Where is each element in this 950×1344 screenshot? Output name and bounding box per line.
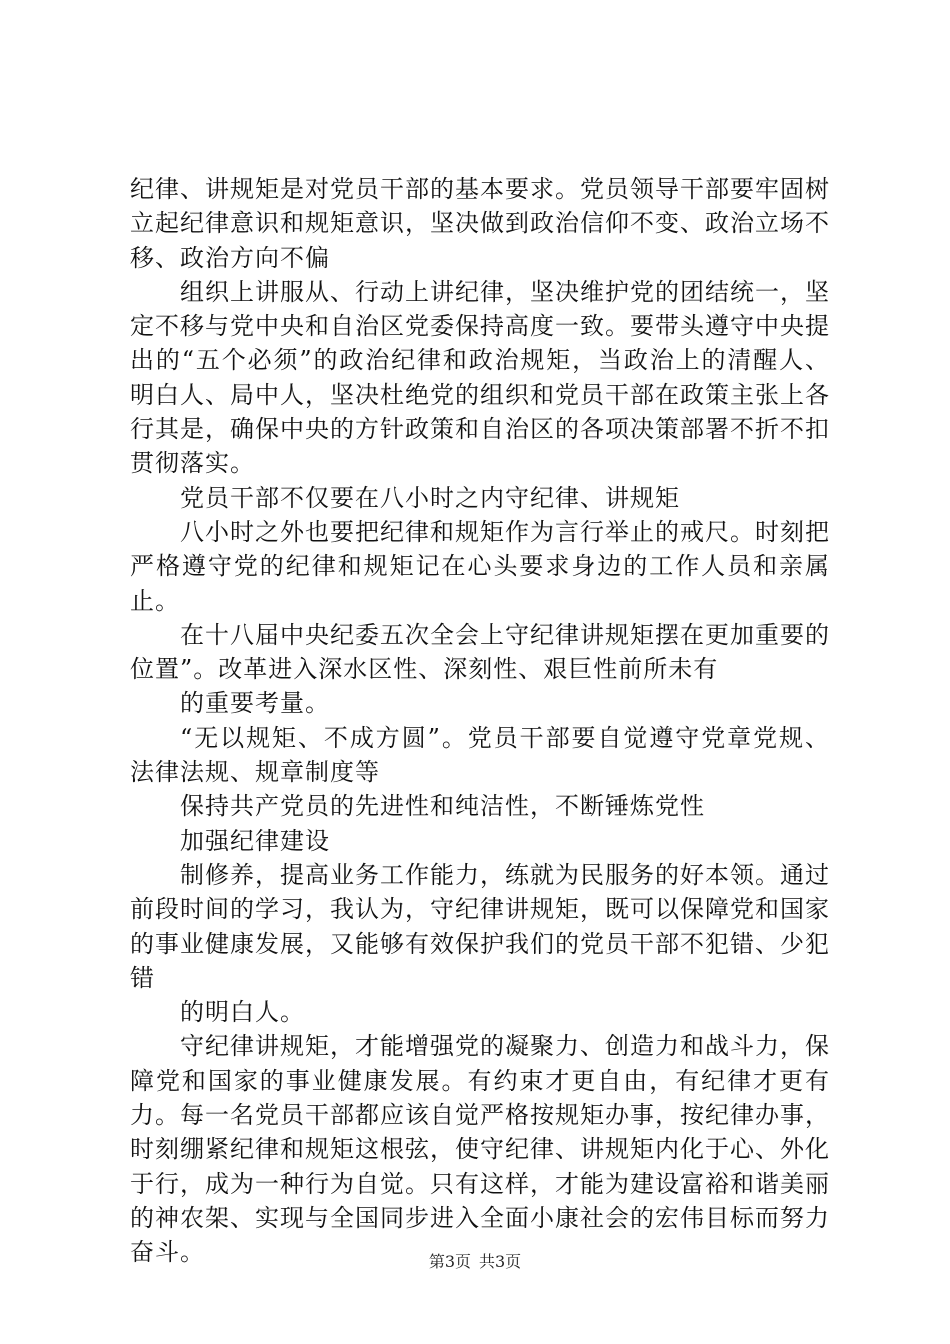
paragraph-5: 在十八届中央纪委五次全会上守纪律讲规矩摆在更加重要的位置”。改革进入深水区性、深刻性、艰巨性前所未有 xyxy=(130,620,830,684)
paragraph-2: 组织上讲服从、行动上讲纪律，坚决维护党的团结统一，坚定不移与党中央和自治区党委保持高度一致。要带头遵守中央提出的“五个必须”的政治纪律和政治规矩，当政治上的清醒人、明白人、局中人，坚决杜绝党的组织和党员干部在政策主张上各行其是，确保中央的方针政策和自治区的各项决策部署不折不扣贯彻落实。 xyxy=(130,277,830,478)
paragraph-3: 党员干部不仅要在八小时之内守纪律、讲规矩 xyxy=(180,483,680,512)
paragraph-1: 纪律、讲规矩是对党员干部的基本要求。党员领导干部要牢固树立起纪律意识和规矩意识，坚决做到政治信仰不变、政治立场不移、政治方向不偏 xyxy=(130,175,830,272)
paragraph-7: “无以规矩、不成方圆”。党员干部要自觉遵守党章党规、法律法规、规章制度等 xyxy=(130,723,830,787)
page-number: 第3页 xyxy=(428,1252,471,1271)
paragraph-12: 守纪律讲规矩，才能增强党的凝聚力、创造力和战斗力，保障党和国家的事业健康发展。有约束才更自由，有纪律才更有力。每一名党员干部都应该自觉严格按规矩办事，按纪律办事，时刻绷紧纪律和规矩这根弦，使守纪律、讲规矩内化于心、外化于行，成为一种行为自觉。只有这样，才能为建设富裕和谐美丽的神农架、实现与全国同步进入全面小康社会的宏伟目标而努力奋斗。 xyxy=(130,1032,830,1267)
paragraph-8: 保持共产党员的先进性和纯洁性，不断锤炼党性 xyxy=(180,792,705,821)
paragraph-11: 的明白人。 xyxy=(180,998,305,1027)
page-footer xyxy=(0,1252,950,1272)
document-body xyxy=(130,172,830,1270)
paragraph-4: 八小时之外也要把纪律和规矩作为言行举止的戒尺。时刻把严格遵守党的纪律和规矩记在心头要求身边的工作人员和亲属止。 xyxy=(130,517,830,615)
paragraph-6: 的重要考量。 xyxy=(180,689,330,718)
paragraph-10: 制修养，提高业务工作能力，练就为民服务的好本领。通过前段时间的学习，我认为，守纪律讲规矩，既可以保障党和国家的事业健康发展，又能够有效保护我们的党员干部不犯错、少犯错 xyxy=(130,860,830,992)
paragraph-9: 加强纪律建设 xyxy=(180,826,330,855)
page-total: 共3页 xyxy=(479,1252,522,1271)
